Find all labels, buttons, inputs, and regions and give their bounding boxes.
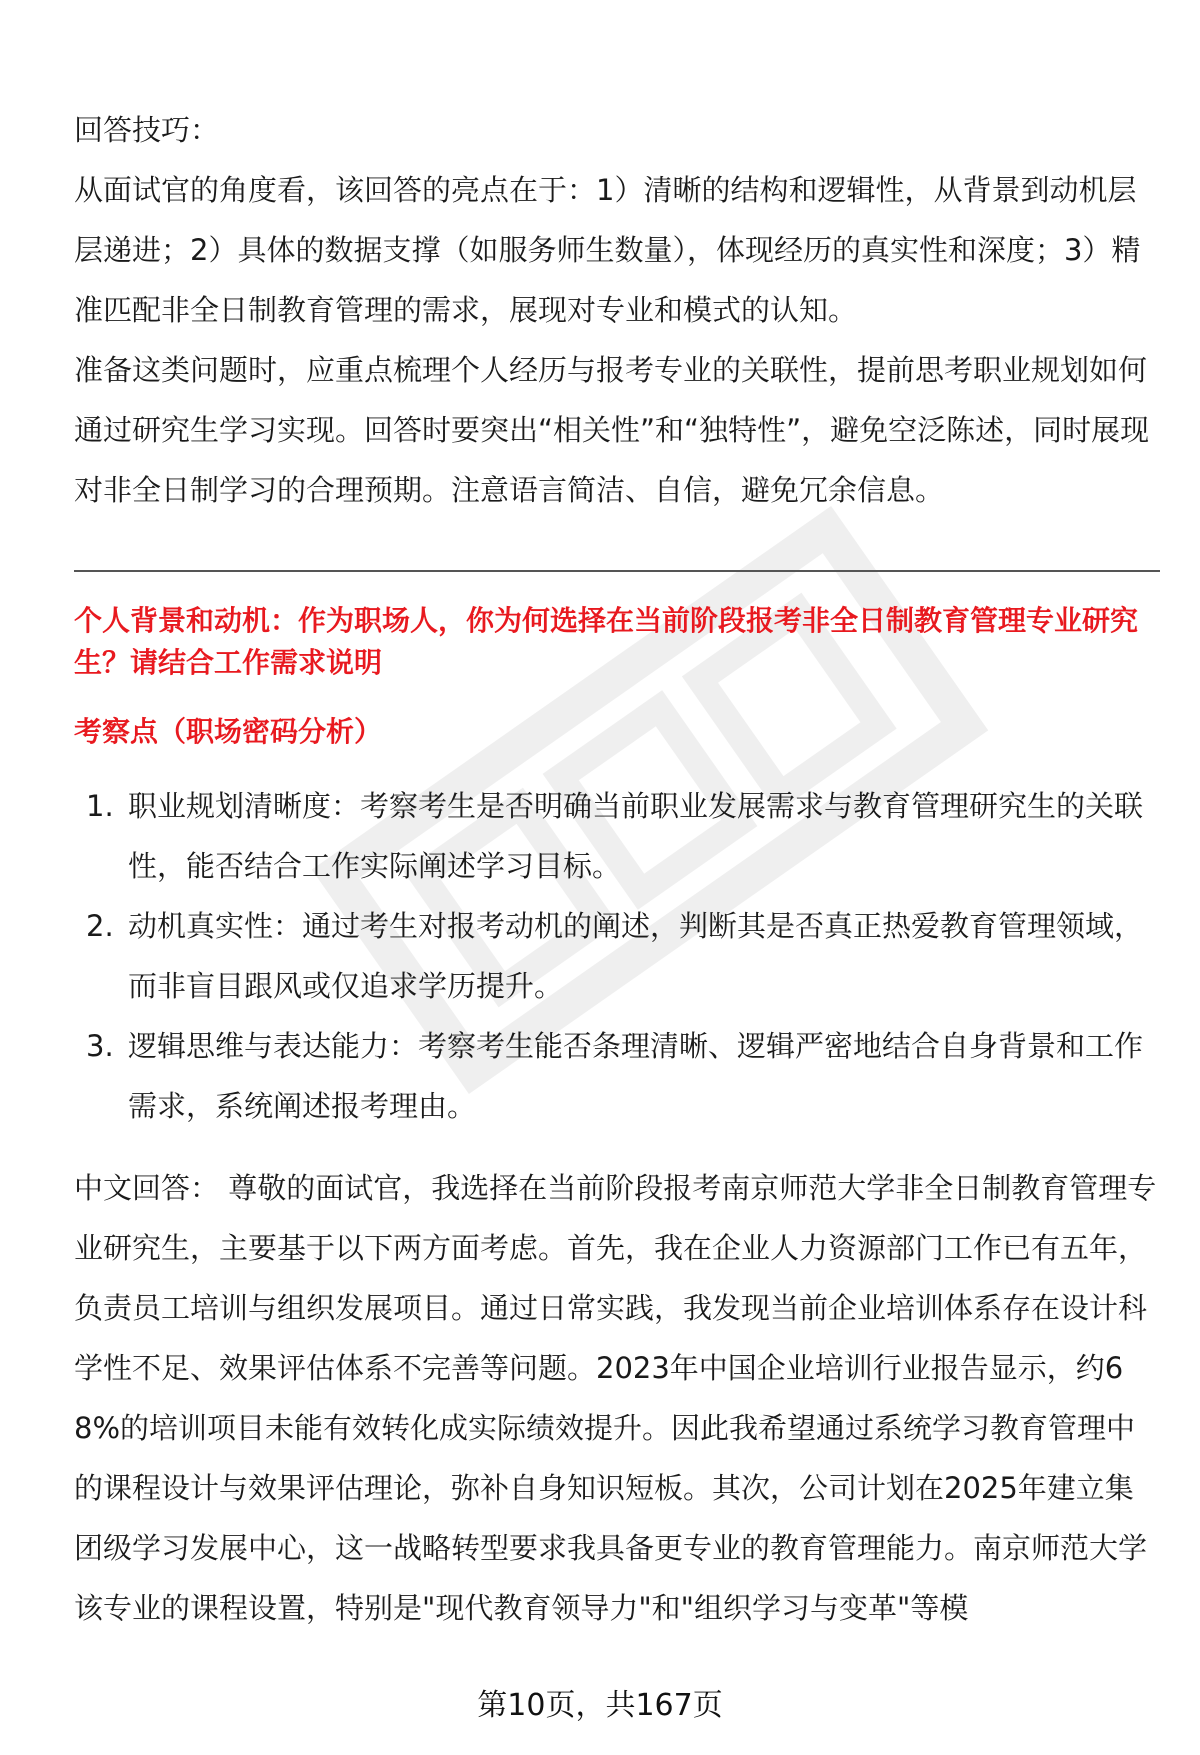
document-page xyxy=(74,100,1160,1638)
section-divider xyxy=(74,570,1160,572)
list-item xyxy=(74,1016,1160,1136)
question-subtitle: 考察点（职场密码分析） xyxy=(74,715,383,748)
page-number-footer: 第10页，共167页 xyxy=(477,1688,723,1723)
question-title: 个人背景和动机：作为职场人，你为何选择在当前阶段报考非全日制教育管理专业研究生？请结合工作需求说明 xyxy=(74,604,1139,679)
tips-label: 回答技巧： xyxy=(74,113,220,147)
list-item xyxy=(74,896,1160,1016)
answer-paragraph: 中文回答： 尊敬的面试官，我选择在当前阶段报考南京师范大学非全日制教育管理专业研究生，主要基于以下两方面考虑。首先，我在企业人力资源部门工作已有五年，负责员工培训与组织发展项目。通过日常实践，我发现当前企业培训体系存在设计科学性不足、效果评估体系不完善等问题。2023年中国企业培训行业报告显示，约68%的培训项目未能有效转化成实际绩效提升。因此我希望通过系统学习教育管理中的课程设计与效果评估理论，弥补自身知识短板。其次，公司计划在2025年建立集团级学习发展中心，这一战略转型要求我具备更专业的教育管理能力。南京师范大学该专业的课程设置，特别是"现代教育领导力"和"组织学习与变革"等模 xyxy=(74,1171,1157,1625)
list-item-text: 动机真实性：通过考生对报考动机的阐述，判断其是否真正热爱教育管理领域，而非盲目跟风或仅追求学历提升。 xyxy=(128,909,1144,1003)
tips-paragraph-1: 从面试官的角度看，该回答的亮点在于：1）清晰的结构和逻辑性，从背景到动机层层递进；2）具体的数据支撑（如服务师生数量），体现经历的真实性和深度；3）精准匹配非全日制教育管理的需求，展现对专业和模式的认知。 xyxy=(74,173,1141,327)
list-item xyxy=(74,776,1160,896)
list-item-number: 1. xyxy=(86,789,114,823)
tips-paragraph-2: 准备这类问题时，应重点梳理个人经历与报考专业的关联性，提前思考职业规划如何通过研究生学习实现。回答时要突出“相关性”和“独特性”，避免空泛陈述，同时展现对非全日制学习的合理预期。注意语言简洁、自信，避免冗余信息。 xyxy=(74,353,1150,507)
evaluation-points-list xyxy=(74,776,1160,1136)
list-item-text: 逻辑思维与表达能力：考察考生能否条理清晰、逻辑严密地结合自身背景和工作需求，系统阐述报考理由。 xyxy=(128,1029,1144,1123)
list-item-number: 2. xyxy=(86,909,114,943)
list-item-text: 职业规划清晰度：考察考生是否明确当前职业发展需求与教育管理研究生的关联性，能否结合工作实际阐述学习目标。 xyxy=(128,789,1144,883)
list-item-number: 3. xyxy=(86,1029,114,1063)
